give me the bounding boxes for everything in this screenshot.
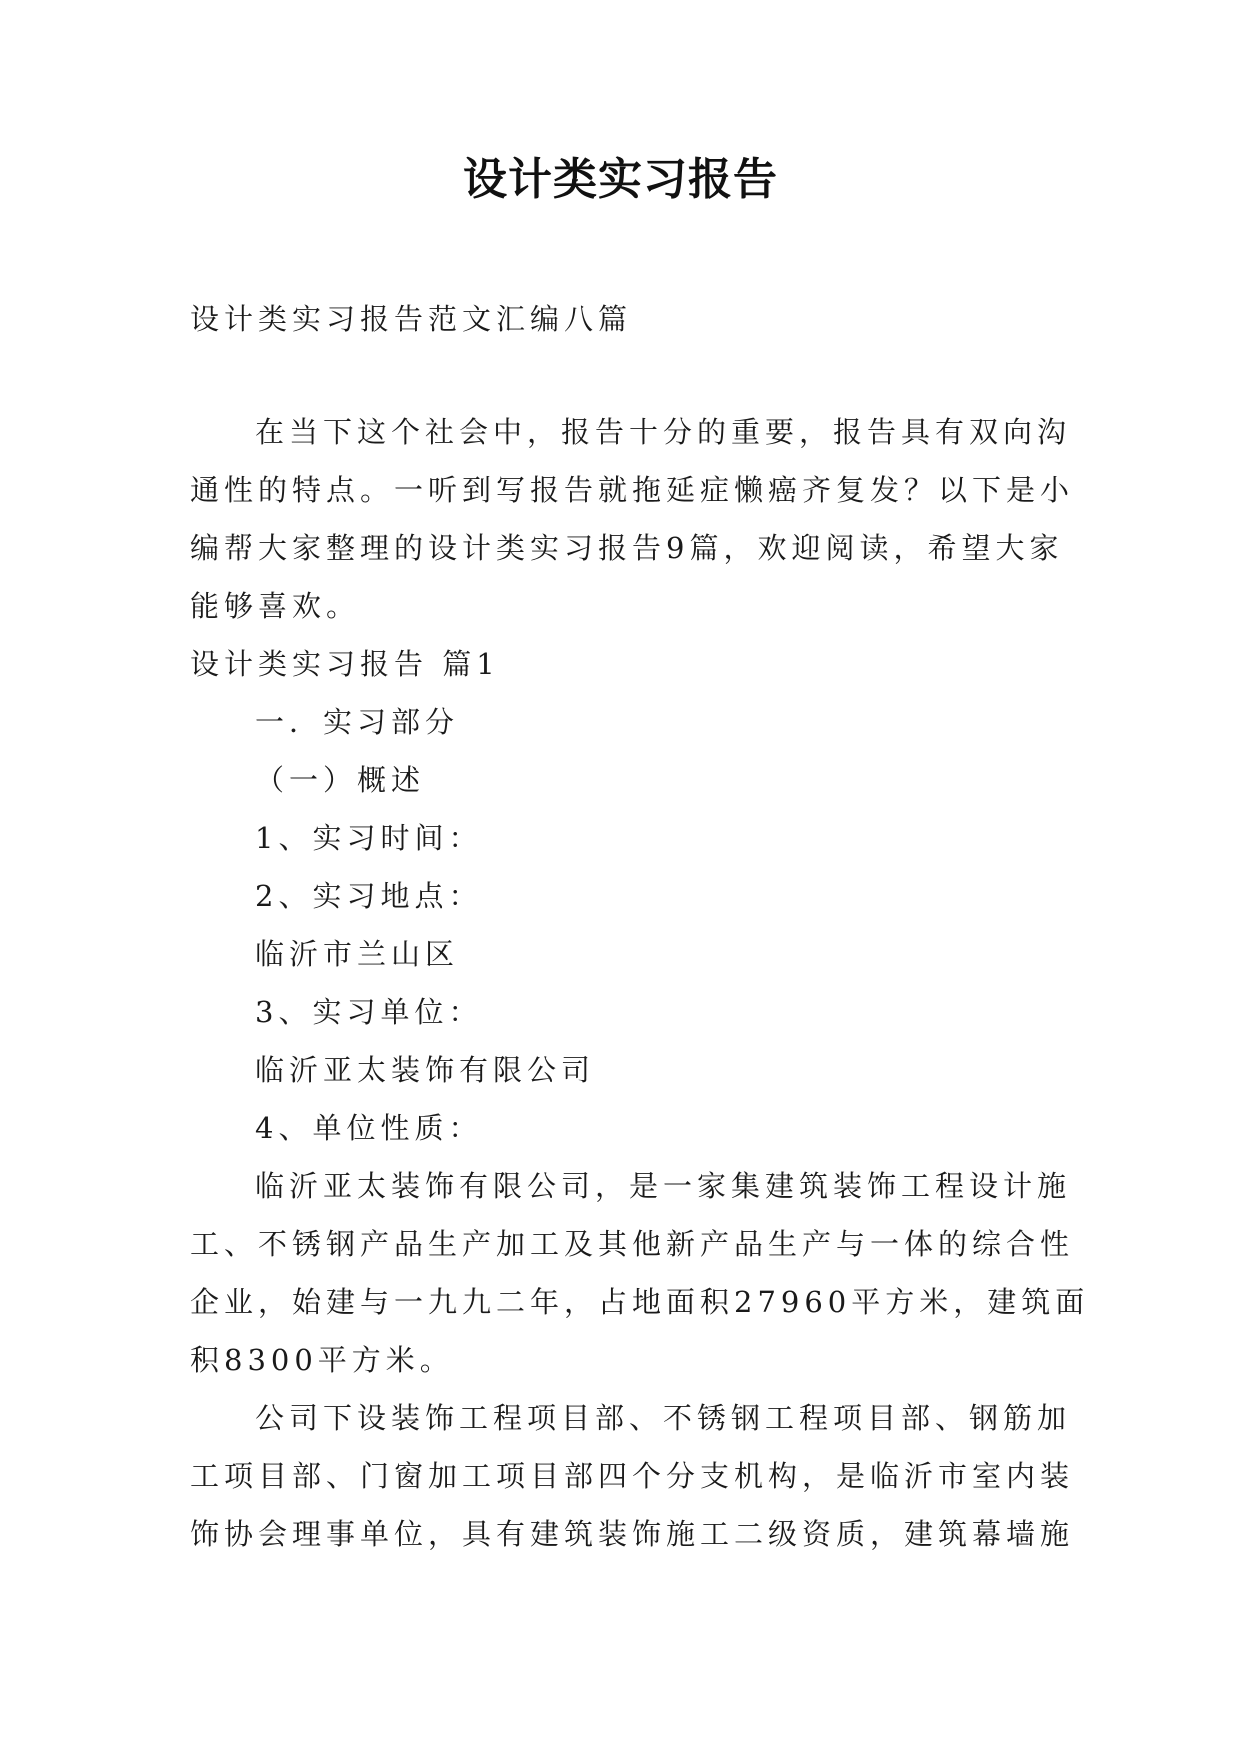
body-line: 积8300平方米。 <box>190 1343 454 1377</box>
body-line: 一．实习部分 <box>255 705 460 739</box>
body-line: 饰协会理事单位，具有建筑装饰施工二级资质，建筑幕墙施 <box>190 1517 1075 1551</box>
body-line: 编帮大家整理的设计类实习报告9篇，欢迎阅读，希望大家 <box>190 531 1064 565</box>
body-line: 在当下这个社会中，报告十分的重要，报告具有双向沟 <box>255 415 1072 449</box>
body-line: 通性的特点。一听到写报告就拖延症懒癌齐复发？以下是小 <box>190 473 1075 507</box>
body-line: 公司下设装饰工程项目部、不锈钢工程项目部、钢筋加 <box>255 1401 1072 1435</box>
body-line: 能够喜欢。 <box>190 589 361 623</box>
section-heading: 设计类实习报告 篇1 <box>190 647 500 681</box>
document-title: 设计类实习报告 <box>463 154 778 205</box>
body-line: （一）概述 <box>255 763 426 797</box>
subtitle-line: 设计类实习报告范文汇编八篇 <box>190 302 633 336</box>
body-line: 临沂市兰山区 <box>255 937 460 971</box>
body-line: 3、实习单位： <box>255 995 483 1029</box>
body-line: 临沂亚太装饰有限公司 <box>255 1053 596 1087</box>
body-line: 临沂亚太装饰有限公司，是一家集建筑装饰工程设计施 <box>255 1169 1072 1203</box>
body-line: 2、实习地点： <box>255 879 483 913</box>
body-line: 4、单位性质： <box>255 1111 483 1145</box>
body-line: 1、实习时间： <box>255 821 483 855</box>
body-line: 工项目部、门窗加工项目部四个分支机构，是临沂市室内装 <box>190 1459 1075 1493</box>
body-line: 工、不锈钢产品生产加工及其他新产品生产与一体的综合性 <box>190 1227 1075 1261</box>
document-body <box>190 290 1090 1563</box>
body-line: 企业，始建与一九九二年，占地面积27960平方米，建筑面 <box>190 1285 1090 1319</box>
